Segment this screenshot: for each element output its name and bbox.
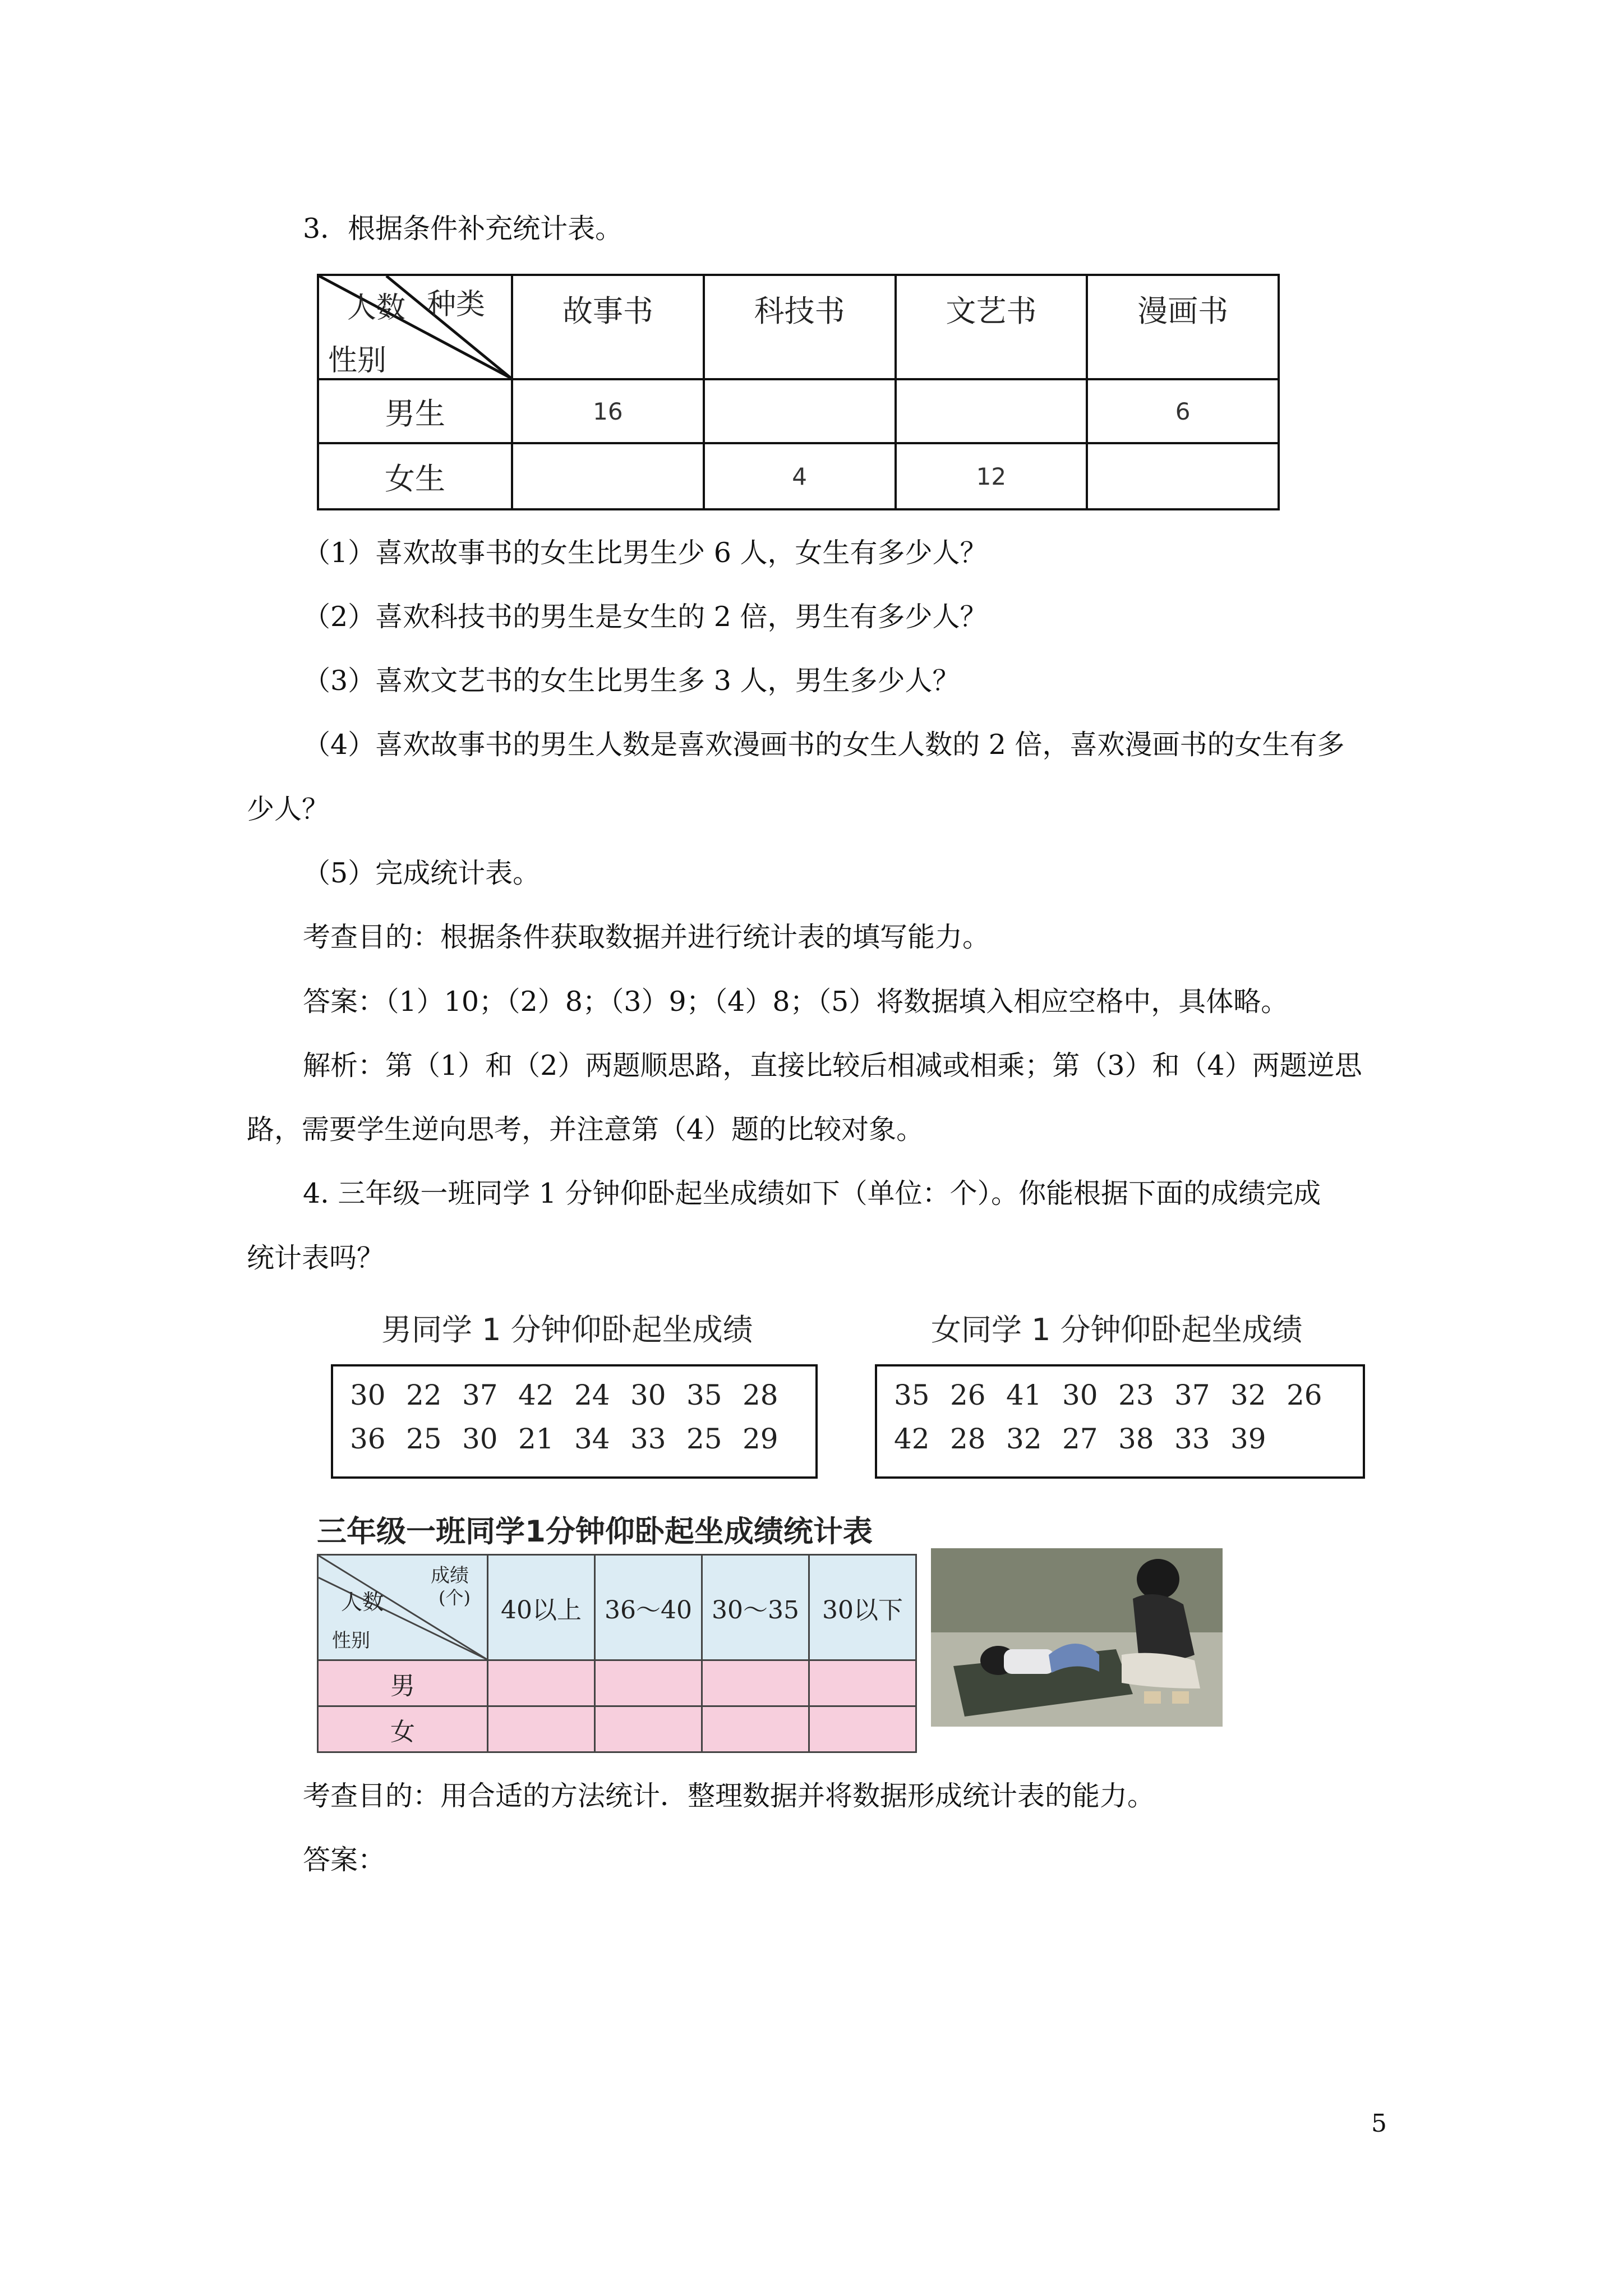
table-cell: 6: [1087, 379, 1279, 443]
score: 30: [630, 1379, 666, 1411]
corner-label-count: 人数: [341, 1590, 384, 1614]
q3-title: 3．根据条件补充统计表。: [303, 213, 623, 245]
score: 28: [743, 1379, 778, 1411]
corner-label-count: 人数: [347, 291, 406, 325]
q4-answer: 答案：: [303, 1844, 386, 1876]
corner-label-type: 种类: [427, 288, 486, 321]
table-cell: [1087, 443, 1279, 509]
boys-scores-box: [331, 1364, 818, 1479]
column-header: 30～35: [702, 1555, 809, 1660]
q4-line2: 统计表吗？: [247, 1242, 385, 1274]
corner-label-gender: 性别: [328, 344, 387, 378]
score: 30: [1062, 1379, 1098, 1411]
q3-answer: 答案：（1）10；（2）8；（3）9；（4）8；（5）将数据填入相应空格中，具体略。: [303, 986, 1289, 1018]
column-header: 文艺书: [896, 275, 1087, 379]
girls-scores-row2: [894, 1423, 1287, 1455]
page-number: 5: [1371, 2109, 1387, 2138]
q3-analysis-line1: 解析：第（1）和（2）两题顺思路，直接比较后相减或相乘；第（3）和（4）两题逆思: [303, 1050, 1362, 1082]
column-header: 漫画书: [1087, 275, 1279, 379]
q4-line1: 4. 三年级一班同学 1 分钟仰卧起坐成绩如下（单位：个）。你能根据下面的成绩完成: [303, 1177, 1321, 1209]
table-cell: [809, 1706, 916, 1752]
score: 41: [1006, 1379, 1042, 1411]
row-label: 女生: [318, 443, 512, 509]
boys-scores-row2: [350, 1423, 799, 1455]
table-cell: [809, 1660, 916, 1706]
table-cell: [595, 1706, 702, 1752]
score: 35: [894, 1379, 930, 1411]
score: 37: [462, 1379, 498, 1411]
corner-label-unit: (个): [439, 1587, 471, 1608]
q3-purpose: 考查目的：根据条件获取数据并进行统计表的填写能力。: [303, 921, 990, 953]
sit-up-stats-table: [317, 1554, 917, 1753]
score: 23: [1118, 1379, 1154, 1411]
table-cell: [702, 1706, 809, 1752]
column-header: 30以下: [809, 1555, 916, 1660]
score: 33: [630, 1423, 666, 1455]
q3-sub2: （2）喜欢科技书的男生是女生的 2 倍，男生有多少人？: [303, 601, 988, 633]
score: 36: [350, 1423, 386, 1455]
corner-label-score: 成绩: [431, 1565, 469, 1587]
column-header: 36～40: [595, 1555, 702, 1660]
score: 33: [1174, 1423, 1210, 1455]
sit-up-photo: [931, 1548, 1223, 1727]
table-cell: [702, 1660, 809, 1706]
row-label: 男生: [318, 379, 512, 443]
score: 25: [686, 1423, 722, 1455]
column-header: 故事书: [512, 275, 704, 379]
score: 30: [462, 1423, 498, 1455]
score: 42: [518, 1379, 554, 1411]
score: 22: [406, 1379, 442, 1411]
row-label: 男: [318, 1660, 488, 1706]
q3-sub4-line2: 少人？: [247, 793, 330, 825]
score: 38: [1118, 1423, 1154, 1455]
table-cell: [704, 379, 896, 443]
q3-analysis-line2: 路，需要学生逆向思考，并注意第（4）题的比较对象。: [247, 1114, 924, 1145]
q3-sub4-line1: （4）喜欢故事书的男生人数是喜欢漫画书的女生人数的 2 倍，喜欢漫画书的女生有多: [303, 729, 1345, 761]
corner-label-gender: 性别: [332, 1630, 370, 1652]
score: 35: [686, 1379, 722, 1411]
table-cell: [896, 379, 1087, 443]
column-header: 40以上: [488, 1555, 595, 1660]
table-cell: [595, 1660, 702, 1706]
score: 42: [894, 1423, 930, 1455]
q3-sub5: （5）完成统计表。: [303, 857, 541, 889]
score: 34: [574, 1423, 610, 1455]
table-cell: [512, 443, 704, 509]
score: 24: [574, 1379, 610, 1411]
score: 39: [1230, 1423, 1266, 1455]
row-label: 女: [318, 1706, 488, 1752]
q3-sub1: （1）喜欢故事书的女生比男生少 6 人，女生有多少人？: [303, 537, 988, 569]
score: 28: [950, 1423, 986, 1455]
boys-scores-row1: [350, 1379, 799, 1411]
score: 30: [350, 1379, 386, 1411]
table-cell: [488, 1660, 595, 1706]
table-cell: 16: [512, 379, 704, 443]
table-cell: 12: [896, 443, 1087, 509]
table-corner-header: [318, 1555, 488, 1660]
score: 26: [950, 1379, 986, 1411]
column-header: 科技书: [704, 275, 896, 379]
score: 21: [518, 1423, 554, 1455]
book-stats-table: [317, 274, 1280, 510]
score: 32: [1230, 1379, 1266, 1411]
table-cell: [488, 1706, 595, 1752]
girls-scores-title: 女同学 1 分钟仰卧起坐成绩: [931, 1312, 1303, 1347]
score: 32: [1006, 1423, 1042, 1455]
girls-scores-row1: [894, 1379, 1343, 1411]
boys-scores-title: 男同学 1 分钟仰卧起坐成绩: [381, 1312, 753, 1347]
score: 27: [1062, 1423, 1098, 1455]
score: 29: [743, 1423, 778, 1455]
score: 37: [1174, 1379, 1210, 1411]
q4-purpose: 考查目的：用合适的方法统计．整理数据并将数据形成统计表的能力。: [303, 1780, 1155, 1812]
q3-sub3: （3）喜欢文艺书的女生比男生多 3 人，男生多少人？: [303, 665, 960, 697]
table-corner-header: [318, 275, 512, 379]
score: 25: [406, 1423, 442, 1455]
score: 26: [1287, 1379, 1322, 1411]
sit-up-table-title: 三年级一班同学1分钟仰卧起坐成绩统计表: [317, 1515, 873, 1549]
table-cell: 4: [704, 443, 896, 509]
girls-scores-box: [875, 1364, 1365, 1479]
